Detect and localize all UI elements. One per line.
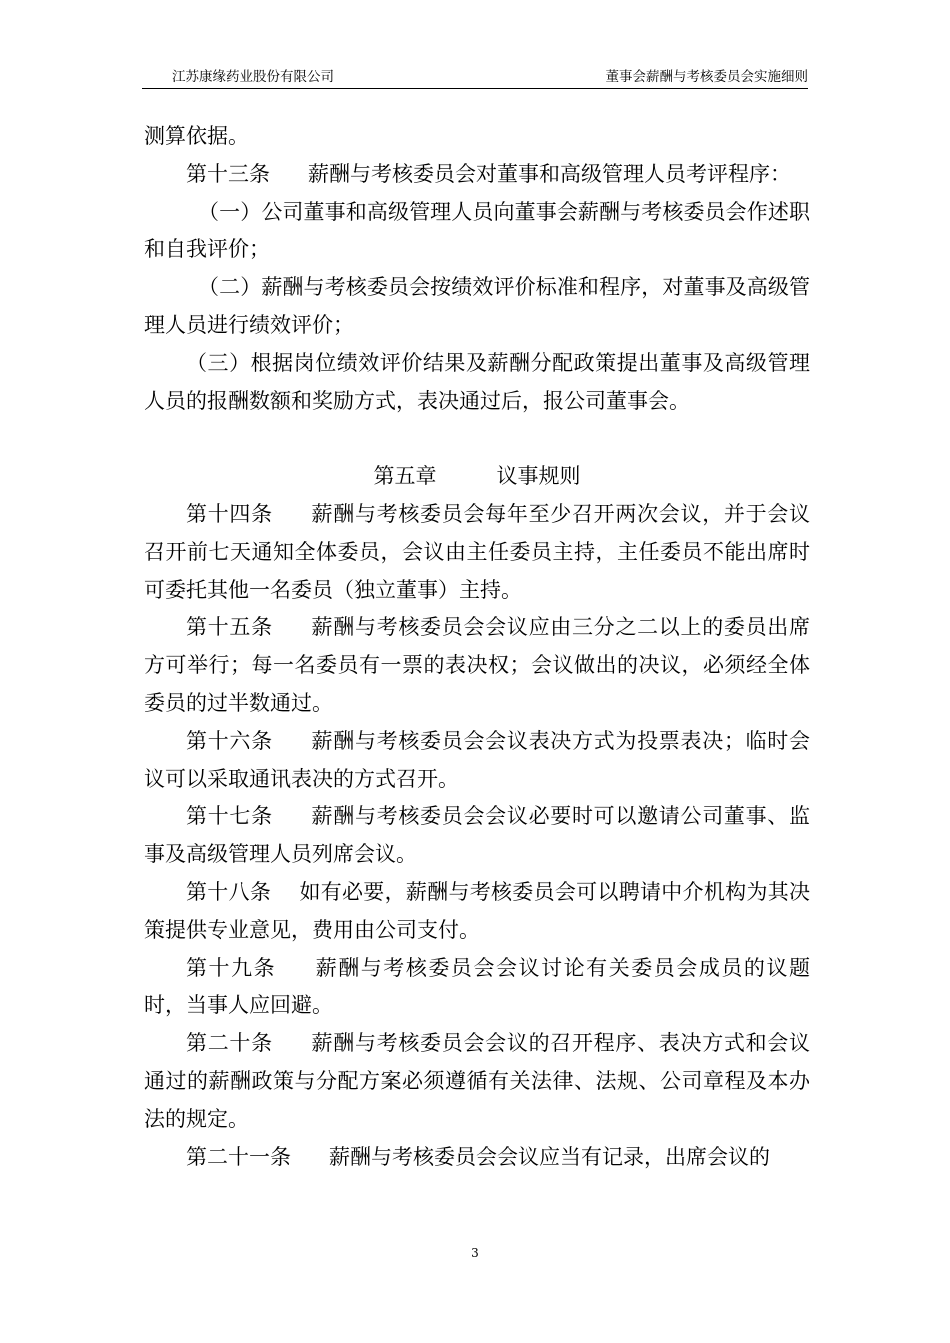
article-number: 第十五条 [186, 615, 273, 640]
list-item-1: （一）公司董事和高级管理人员向董事会薪酬与考核委员会作述职和自我评价； [144, 199, 810, 262]
list-item-3: （三）根据岗位绩效评价结果及薪酬分配政策提出董事及高级管理人员的报酬数额和奖励方式，表决通过后，报公司董事会。 [144, 350, 810, 413]
article-14 [144, 496, 810, 609]
chapter-number: 第五章 [373, 464, 437, 489]
article-text: 薪酬与考核委员会每年至少召开两次会议，并于会议召开前七天通知全体委员，会议由主任委员主持，主任委员不能出席时可委托其他一名委员（独立董事）主持。 [144, 501, 811, 602]
article-13 [144, 156, 810, 194]
article-number: 第十八条 [186, 879, 272, 904]
paragraph-continuation: 测算依据。 [144, 124, 249, 148]
article-20 [144, 1025, 810, 1138]
article-number: 第十三条 [186, 161, 270, 186]
article-text: 薪酬与考核委员会会议讨论有关委员会成员的议题时，当事人应回避。 [144, 955, 811, 1018]
article-text: 薪酬与考核委员会会议表决方式为投票表决；临时会议可以采取通讯表决的方式召开。 [144, 728, 811, 791]
article-15 [144, 609, 810, 722]
article-17 [144, 798, 810, 874]
article-number: 第十七条 [186, 804, 273, 829]
article-number: 第十九条 [186, 955, 277, 980]
article-number: 第二十一条 [186, 1144, 291, 1169]
article-number: 第二十条 [186, 1031, 273, 1056]
article-text: 如有必要，薪酬与考核委员会可以聘请中介机构为其决策提供专业意见，费用由公司支付。 [144, 879, 811, 942]
header-doc-title: 董事会薪酬与考核委员会实施细则 [605, 69, 808, 85]
chapter-heading [144, 458, 810, 496]
article-21 [144, 1139, 810, 1177]
document-body [144, 118, 810, 1176]
header-company: 江苏康缘药业股份有限公司 [172, 69, 334, 85]
article-19 [144, 950, 810, 1026]
article-text: 薪酬与考核委员会会议应当有记录，出席会议的 [329, 1144, 770, 1169]
article-18 [144, 874, 810, 950]
list-item-2: （二）薪酬与考核委员会按绩效评价标准和程序，对董事及高级管理人员进行绩效评价； [144, 275, 810, 337]
article-text: 薪酬与考核委员会会议的召开程序、表决方式和会议通过的薪酬政策与分配方案必须遵循有关法律、法规、公司章程及本办法的规定。 [144, 1031, 811, 1131]
article-text: 薪酬与考核委员会会议应由三分之二以上的委员出席方可举行；每一名委员有一票的表决权；会议做出的决议，必须经全体委员的过半数通过。 [144, 615, 811, 715]
article-number: 第十六条 [186, 728, 273, 753]
page-number: 3 [471, 1246, 479, 1260]
page-header [142, 62, 808, 89]
article-number: 第十四条 [186, 501, 273, 526]
article-16 [144, 723, 810, 799]
article-text: 薪酬与考核委员会对董事和高级管理人员考评程序： [308, 161, 791, 186]
chapter-title: 议事规则 [496, 464, 581, 489]
article-text: 薪酬与考核委员会会议必要时可以邀请公司董事、监事及高级管理人员列席会议。 [144, 804, 811, 867]
